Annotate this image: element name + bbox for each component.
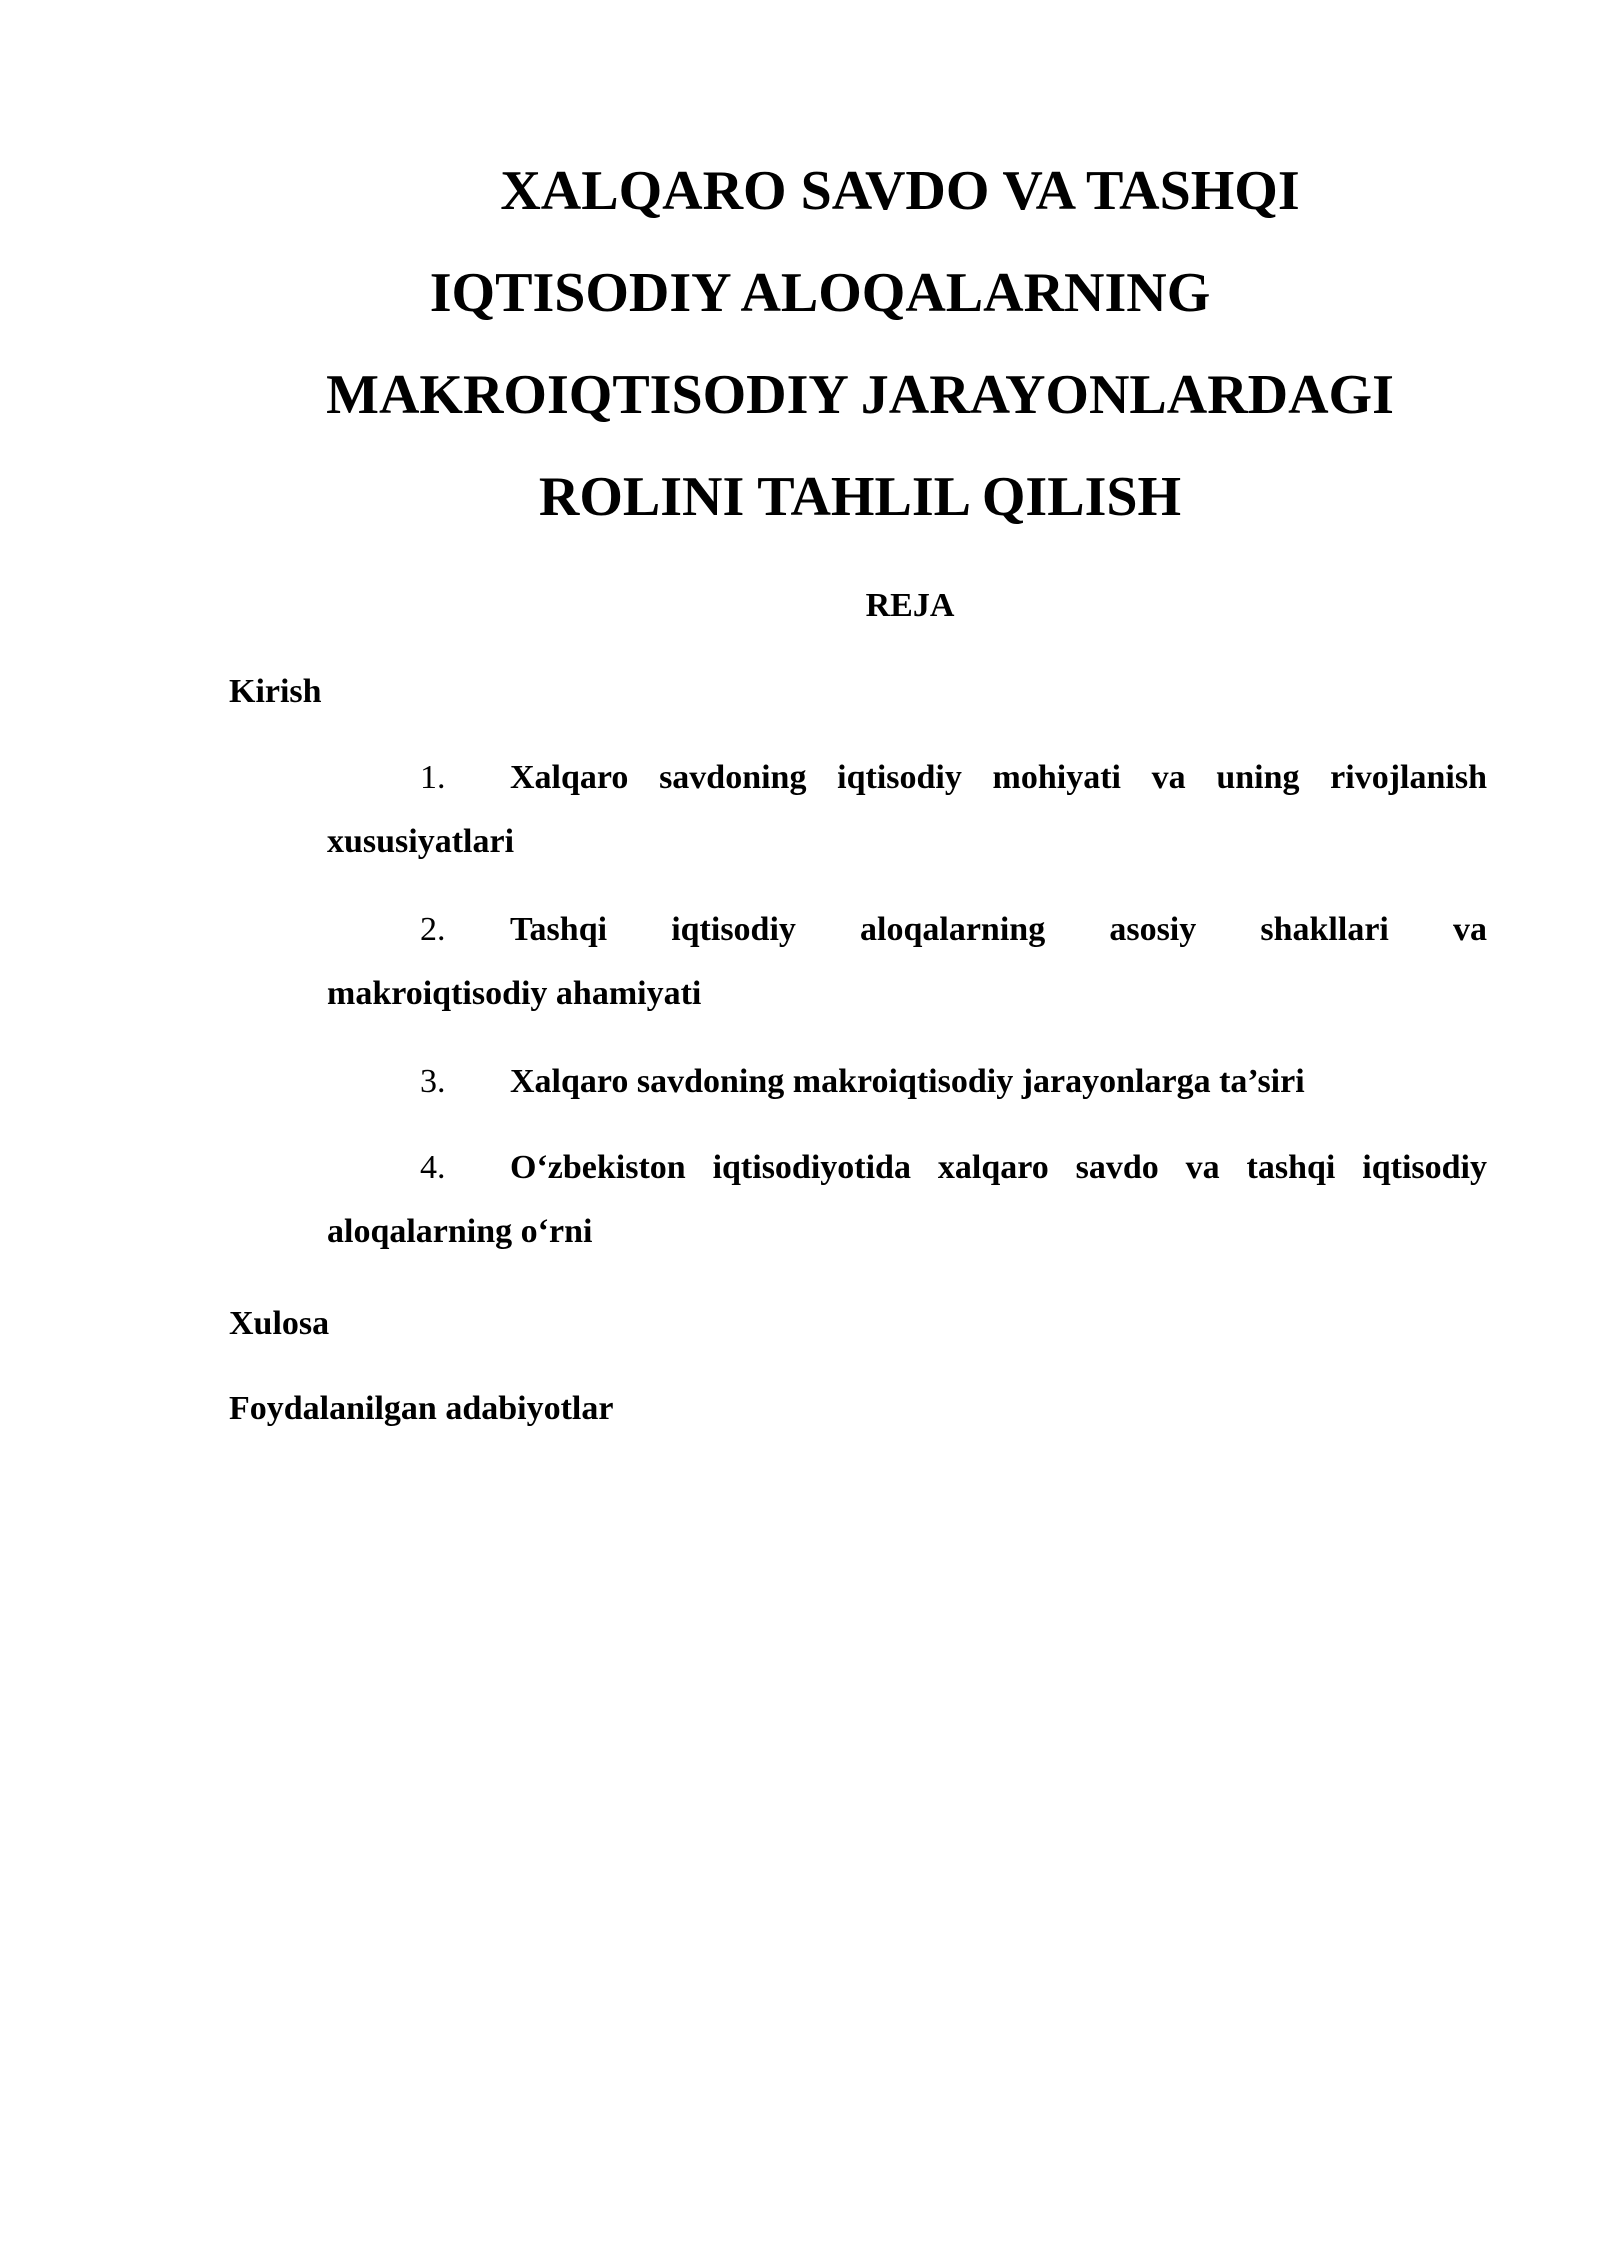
conclusion-label: Xulosa (229, 1305, 330, 1342)
plan-item-text: Xalqaro savdoning makroiqtisodiy jarayonlarga ta’siri (510, 1063, 1305, 1100)
plan-item-text-continued: xususiyatlari (327, 823, 515, 860)
plan-item-4 (327, 1135, 1487, 1265)
plan-item-number: 4. (420, 1149, 446, 1186)
plan-item-number: 2. (420, 911, 446, 948)
plan-item-text-continued: makroiqtisodiy ahamiyati (327, 975, 702, 1012)
title-line-1: XALQARO SAVDO VA TASHQI (500, 160, 1300, 222)
title-line-3: MAKROIQTISODIY JARAYONLARDAGI (326, 364, 1394, 426)
plan-item-number: 3. (420, 1063, 446, 1100)
intro-label: Kirish (229, 673, 322, 710)
document-title (230, 140, 1490, 548)
title-line-4: ROLINI TAHLIL QILISH (538, 466, 1182, 528)
plan-item-text-continued: aloqalarning o‘rni (327, 1213, 593, 1250)
references-label: Foydalanilgan adabiyotlar (229, 1390, 614, 1427)
title-line-2: IQTISODIY ALOQALARNING (429, 262, 1211, 324)
plan-item-1 (327, 745, 1487, 875)
plan-item-text: Xalqaro savdoning iqtisodiy mohiyati va uning rivojlanish (510, 759, 1487, 796)
plan-item-2 (327, 897, 1487, 1027)
plan-item-text: O‘zbekiston iqtisodiyotida xalqaro savdo va tashqi iqtisodiy (510, 1149, 1487, 1186)
plan-heading: REJA (865, 587, 955, 624)
plan-item-3 (327, 1049, 1487, 1115)
plan-item-text: Tashqi iqtisodiy aloqalarning asosiy shakllari va (510, 911, 1487, 948)
plan-item-number: 1. (420, 759, 446, 796)
